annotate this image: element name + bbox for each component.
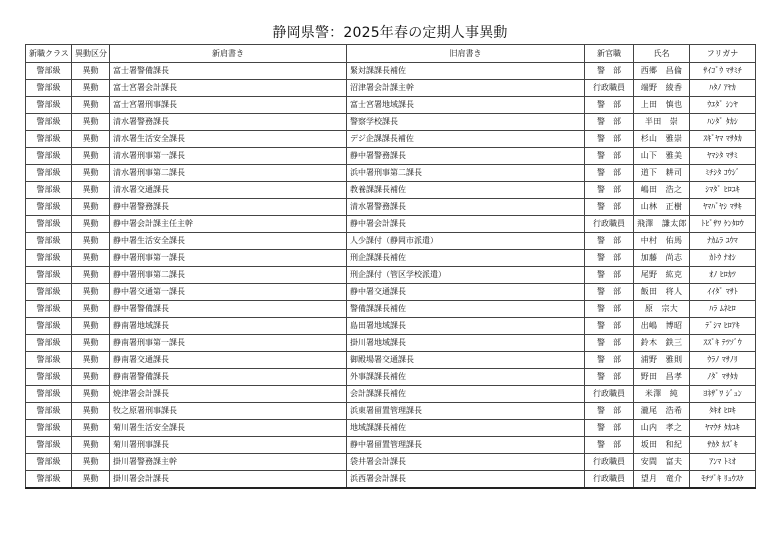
transfer-type-cell: 異動	[72, 403, 110, 420]
new-class-cell: 警部級	[26, 352, 72, 369]
name-cell: 中村 佑馬	[634, 233, 690, 250]
furigana-cell: ﾐﾁｼﾀ ｺｳｼﾞ	[690, 165, 756, 182]
furigana-cell: ｱﾝﾏ ﾄﾐｵ	[690, 454, 756, 471]
new-title-cell: 静中署刑事第一課長	[110, 250, 347, 267]
old-title-cell: 刑企課課長補佐	[347, 250, 585, 267]
name-cell: 杉山 雅崇	[634, 131, 690, 148]
old-title-cell: 浜西署会計課長	[347, 471, 585, 489]
new-title-cell: 清水署刑事第一課長	[110, 148, 347, 165]
new-title-cell: 静南署交通課長	[110, 352, 347, 369]
new-class-cell: 警部級	[26, 165, 72, 182]
new-rank-cell: 行政職員	[585, 216, 634, 233]
name-cell: 山内 孝之	[634, 420, 690, 437]
new-title-cell: 菊川署生活安全課長	[110, 420, 347, 437]
old-title-cell: 沼津署会計課主幹	[347, 80, 585, 97]
table-row	[26, 165, 756, 182]
transfer-type-cell: 異動	[72, 250, 110, 267]
name-cell: 飯田 将人	[634, 284, 690, 301]
new-rank-cell: 警 部	[585, 267, 634, 284]
new-rank-cell: 警 部	[585, 63, 634, 80]
new-rank-cell: 警 部	[585, 369, 634, 386]
furigana-cell: ｽｷﾞﾔﾏ ﾏｻﾀｶ	[690, 131, 756, 148]
old-title-cell: 会計課課長補佐	[347, 386, 585, 403]
new-rank-cell: 警 部	[585, 301, 634, 318]
table-row	[26, 233, 756, 250]
old-title-cell: 静中署警務課長	[347, 148, 585, 165]
table-header-row	[26, 45, 756, 63]
transfer-type-cell: 異動	[72, 369, 110, 386]
old-title-cell: 静中署交通課長	[347, 284, 585, 301]
old-title-cell: デジ企課課長補佐	[347, 131, 585, 148]
furigana-cell: ｽｽﾞｷ ﾃﾂｿﾞｳ	[690, 335, 756, 352]
transfer-type-cell: 異動	[72, 454, 110, 471]
old-title-cell: 警察学校課長	[347, 114, 585, 131]
table-row	[26, 97, 756, 114]
old-title-cell: 清水署警務課長	[347, 199, 585, 216]
transfer-type-cell: 異動	[72, 471, 110, 489]
transfer-type-cell: 異動	[72, 318, 110, 335]
old-title-cell: 地域課課長補佐	[347, 420, 585, 437]
name-cell: 瀧尾 浩希	[634, 403, 690, 420]
new-title-cell: 静中署生活安全課長	[110, 233, 347, 250]
name-cell: 加藤 尚志	[634, 250, 690, 267]
new-class-cell: 警部級	[26, 437, 72, 454]
new-class-cell: 警部級	[26, 199, 72, 216]
new-title-cell: 清水署生活安全課長	[110, 131, 347, 148]
new-rank-cell: 警 部	[585, 420, 634, 437]
new-title-cell: 清水署刑事第二課長	[110, 165, 347, 182]
new-class-cell: 警部級	[26, 97, 72, 114]
furigana-cell: ｳｴﾀﾞ ｼﾝﾔ	[690, 97, 756, 114]
table-body	[26, 63, 756, 489]
furigana-cell: ｲｲﾀﾞ ﾏｻﾄ	[690, 284, 756, 301]
table-row	[26, 216, 756, 233]
new-title-cell: 富士宮署会計課長	[110, 80, 347, 97]
furigana-cell: ｳﾗﾉ ﾏｻﾉﾘ	[690, 352, 756, 369]
new-title-cell: 掛川署会計課長	[110, 471, 347, 489]
new-title-cell: 牧之原署刑事課長	[110, 403, 347, 420]
name-cell: 道下 耕司	[634, 165, 690, 182]
new-rank-cell: 警 部	[585, 131, 634, 148]
furigana-cell: ﾅｶﾑﾗ ﾕｳﾏ	[690, 233, 756, 250]
furigana-cell: ﾀｷｵ ﾋﾛｷ	[690, 403, 756, 420]
name-cell: 端野 綾香	[634, 80, 690, 97]
table-row	[26, 250, 756, 267]
column-header: 異動区分	[72, 45, 110, 63]
old-title-cell: 静中署会計課長	[347, 216, 585, 233]
new-rank-cell: 警 部	[585, 250, 634, 267]
transfer-type-cell: 異動	[72, 301, 110, 318]
old-title-cell: 教養課課長補佐	[347, 182, 585, 199]
table-row	[26, 131, 756, 148]
new-class-cell: 警部級	[26, 131, 72, 148]
transfer-type-cell: 異動	[72, 131, 110, 148]
new-title-cell: 焼津署会計課長	[110, 386, 347, 403]
furigana-cell: ﾔﾏｳﾁ ﾀｶﾕｷ	[690, 420, 756, 437]
new-rank-cell: 警 部	[585, 182, 634, 199]
name-cell: 飛澤 謙太郎	[634, 216, 690, 233]
transfer-type-cell: 異動	[72, 386, 110, 403]
new-class-cell: 警部級	[26, 182, 72, 199]
personnel-table	[25, 44, 756, 489]
new-rank-cell: 警 部	[585, 233, 634, 250]
new-class-cell: 警部級	[26, 301, 72, 318]
old-title-cell: 静中署留置管理課長	[347, 437, 585, 454]
table-row	[26, 471, 756, 489]
new-rank-cell: 警 部	[585, 114, 634, 131]
new-title-cell: 静南署刑事第一課長	[110, 335, 347, 352]
transfer-type-cell: 異動	[72, 199, 110, 216]
column-header: 新職クラス	[26, 45, 72, 63]
new-class-cell: 警部級	[26, 403, 72, 420]
name-cell: 半田 崇	[634, 114, 690, 131]
table-row	[26, 369, 756, 386]
column-header: 新肩書き	[110, 45, 347, 63]
furigana-cell: ﾊﾀﾉ ｱﾔｶ	[690, 80, 756, 97]
furigana-cell: ｼﾏﾀﾞ ﾋﾛﾕｷ	[690, 182, 756, 199]
furigana-cell: ﾉﾀﾞ ﾏｻﾀｶ	[690, 369, 756, 386]
name-cell: 尾野 紘克	[634, 267, 690, 284]
new-title-cell: 清水署警務課長	[110, 114, 347, 131]
new-class-cell: 警部級	[26, 63, 72, 80]
name-cell: 嶋田 浩之	[634, 182, 690, 199]
new-title-cell: 静中署会計課主任主幹	[110, 216, 347, 233]
table-row	[26, 114, 756, 131]
table-row	[26, 301, 756, 318]
name-cell: 出嶋 博昭	[634, 318, 690, 335]
furigana-cell: ﾓﾁﾂﾞｷ ﾘｭｳｽｹ	[690, 471, 756, 489]
new-class-cell: 警部級	[26, 80, 72, 97]
new-rank-cell: 警 部	[585, 318, 634, 335]
old-title-cell: 掛川署地域課長	[347, 335, 585, 352]
old-title-cell: 袋井署会計課長	[347, 454, 585, 471]
name-cell: 原 宗大	[634, 301, 690, 318]
column-header: フリガナ	[690, 45, 756, 63]
name-cell: 浦野 雅則	[634, 352, 690, 369]
table-row	[26, 437, 756, 454]
table-row	[26, 267, 756, 284]
transfer-type-cell: 異動	[72, 437, 110, 454]
transfer-type-cell: 異動	[72, 165, 110, 182]
new-rank-cell: 警 部	[585, 284, 634, 301]
new-rank-cell: 警 部	[585, 148, 634, 165]
table-row	[26, 403, 756, 420]
furigana-cell: ﾔﾏﾊﾞﾔｼ ﾏｻｷ	[690, 199, 756, 216]
transfer-type-cell: 異動	[72, 216, 110, 233]
table-row	[26, 386, 756, 403]
transfer-type-cell: 異動	[72, 63, 110, 80]
new-title-cell: 富士宮署刑事課長	[110, 97, 347, 114]
new-class-cell: 警部級	[26, 216, 72, 233]
new-class-cell: 警部級	[26, 454, 72, 471]
name-cell: 西郷 昌倫	[634, 63, 690, 80]
name-cell: 米澤 純	[634, 386, 690, 403]
new-title-cell: 富士署警備課長	[110, 63, 347, 80]
table-row	[26, 182, 756, 199]
new-rank-cell: 警 部	[585, 165, 634, 182]
new-rank-cell: 行政職員	[585, 80, 634, 97]
furigana-cell: ｶﾄｳ ﾅｵｼ	[690, 250, 756, 267]
transfer-type-cell: 異動	[72, 420, 110, 437]
new-title-cell: 静南署地域課長	[110, 318, 347, 335]
furigana-cell: ﾊﾝﾀﾞ ﾀｶｼ	[690, 114, 756, 131]
table-row	[26, 80, 756, 97]
table-row	[26, 148, 756, 165]
new-title-cell: 静中署刑事第二課長	[110, 267, 347, 284]
old-title-cell: 島田署地域課長	[347, 318, 585, 335]
old-title-cell: 浜中署刑事第二課長	[347, 165, 585, 182]
table-row	[26, 63, 756, 80]
transfer-type-cell: 異動	[72, 114, 110, 131]
new-title-cell: 掛川署警務課主幹	[110, 454, 347, 471]
name-cell: 安間 富夫	[634, 454, 690, 471]
new-class-cell: 警部級	[26, 267, 72, 284]
new-class-cell: 警部級	[26, 233, 72, 250]
column-header: 旧肩書き	[347, 45, 585, 63]
old-title-cell: 外事課課長補佐	[347, 369, 585, 386]
old-title-cell: 刑企課付（管区学校派遣）	[347, 267, 585, 284]
new-rank-cell: 警 部	[585, 437, 634, 454]
transfer-type-cell: 異動	[72, 233, 110, 250]
old-title-cell: 富士宮署地域課長	[347, 97, 585, 114]
name-cell: 野田 昌孝	[634, 369, 690, 386]
table-row	[26, 318, 756, 335]
old-title-cell: 浜東署留置管理課長	[347, 403, 585, 420]
table-row	[26, 454, 756, 471]
furigana-cell: ｵﾉ ﾋﾛｶﾂ	[690, 267, 756, 284]
table-row	[26, 284, 756, 301]
new-rank-cell: 行政職員	[585, 471, 634, 489]
transfer-type-cell: 異動	[72, 97, 110, 114]
new-title-cell: 静中署交通第一課長	[110, 284, 347, 301]
table-row	[26, 352, 756, 369]
old-title-cell: 緊対課課長補佐	[347, 63, 585, 80]
furigana-cell: ﾃﾞｼﾏ ﾋﾛｱｷ	[690, 318, 756, 335]
new-rank-cell: 警 部	[585, 403, 634, 420]
new-class-cell: 警部級	[26, 386, 72, 403]
new-title-cell: 静中署警備課長	[110, 301, 347, 318]
name-cell: 坂田 和紀	[634, 437, 690, 454]
old-title-cell: 警備課課長補佐	[347, 301, 585, 318]
table-row	[26, 420, 756, 437]
furigana-cell: ﾊﾗ ﾑﾈﾋﾛ	[690, 301, 756, 318]
new-rank-cell: 警 部	[585, 335, 634, 352]
transfer-type-cell: 異動	[72, 182, 110, 199]
new-class-cell: 警部級	[26, 420, 72, 437]
furigana-cell: ｻｶﾀ ｶｽﾞｷ	[690, 437, 756, 454]
table-row	[26, 199, 756, 216]
transfer-type-cell: 異動	[72, 148, 110, 165]
new-title-cell: 菊川署刑事課長	[110, 437, 347, 454]
column-header: 氏名	[634, 45, 690, 63]
name-cell: 望月 竜介	[634, 471, 690, 489]
new-rank-cell: 警 部	[585, 199, 634, 216]
furigana-cell: ﾔﾏｼﾀ ﾏｻﾐ	[690, 148, 756, 165]
new-class-cell: 警部級	[26, 318, 72, 335]
name-cell: 上田 慎也	[634, 97, 690, 114]
transfer-type-cell: 異動	[72, 80, 110, 97]
document-title: 静岡県警：2025年春の定期人事異動	[272, 25, 508, 41]
new-class-cell: 警部級	[26, 471, 72, 489]
furigana-cell: ｻｲｺﾞｳ ﾏｻﾐﾁ	[690, 63, 756, 80]
column-header: 新官職	[585, 45, 634, 63]
name-cell: 山下 雅美	[634, 148, 690, 165]
new-class-cell: 警部級	[26, 148, 72, 165]
name-cell: 鈴木 鉄三	[634, 335, 690, 352]
new-class-cell: 警部級	[26, 250, 72, 267]
new-title-cell: 清水署交通課長	[110, 182, 347, 199]
new-rank-cell: 行政職員	[585, 454, 634, 471]
new-class-cell: 警部級	[26, 335, 72, 352]
new-title-cell: 静南署警備課長	[110, 369, 347, 386]
old-title-cell: 人少課付（静岡市派遣）	[347, 233, 585, 250]
new-class-cell: 警部級	[26, 284, 72, 301]
new-class-cell: 警部級	[26, 369, 72, 386]
furigana-cell: ﾄﾋﾞｻﾜ ｹﾝﾀﾛｳ	[690, 216, 756, 233]
table-row	[26, 335, 756, 352]
transfer-type-cell: 異動	[72, 352, 110, 369]
new-class-cell: 警部級	[26, 114, 72, 131]
transfer-type-cell: 異動	[72, 267, 110, 284]
old-title-cell: 御殿場署交通課長	[347, 352, 585, 369]
name-cell: 山林 正樹	[634, 199, 690, 216]
transfer-type-cell: 異動	[72, 335, 110, 352]
transfer-type-cell: 異動	[72, 284, 110, 301]
new-rank-cell: 警 部	[585, 97, 634, 114]
new-rank-cell: 行政職員	[585, 386, 634, 403]
new-rank-cell: 警 部	[585, 352, 634, 369]
furigana-cell: ﾖﾈｻﾞﾜ ｼﾞｭﾝ	[690, 386, 756, 403]
new-title-cell: 静中署警務課長	[110, 199, 347, 216]
